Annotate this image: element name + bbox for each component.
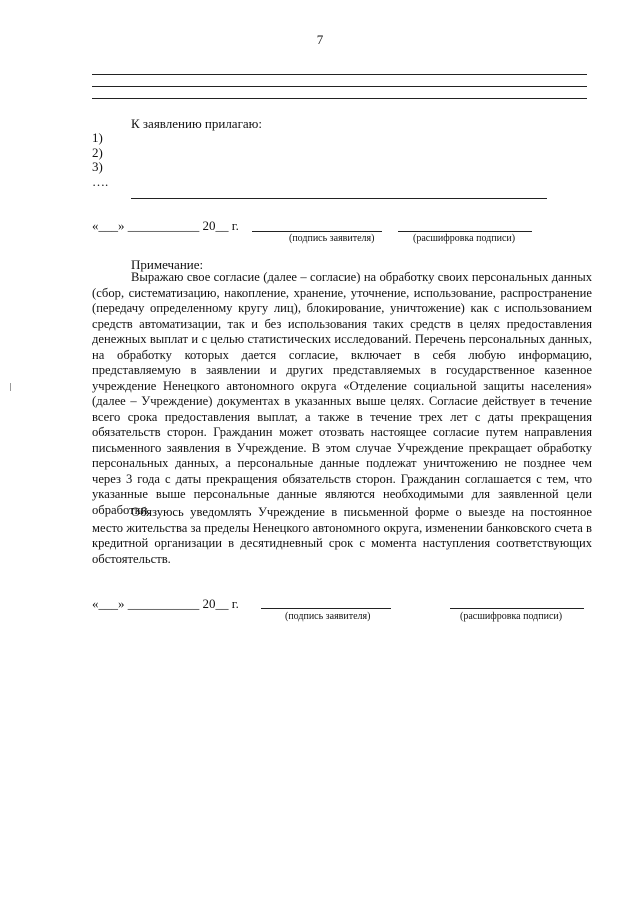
attachment-item-2: 2)	[92, 144, 103, 160]
date-year-field: 20__ г.	[202, 596, 239, 611]
date-day-field: «___»	[92, 218, 125, 233]
signature-line-bottom	[261, 608, 391, 609]
scan-margin-mark	[10, 383, 11, 391]
blank-line-3	[92, 98, 587, 99]
commitment-paragraph: Обязуюсь уведомлять Учреждение в письменной форме о выезде на постоянное место жительства за пределы Ненецкого автономного округа, изменении банковского счета в кредитной организации в десятидневный срок с момента наступления соответствующих обстоятельств.	[92, 505, 592, 566]
signature-caption-top: (подпись заявителя)	[289, 233, 375, 244]
decoding-line-bottom	[450, 608, 584, 609]
signature-date-bottom	[92, 596, 239, 612]
decoding-caption-bottom: (расшифровка подписи)	[460, 611, 563, 622]
date-month-field: ___________	[127, 218, 200, 233]
signature-line-top	[252, 231, 382, 232]
attachment-item-1: 1)	[92, 130, 103, 145]
note-heading: Примечание:	[131, 257, 204, 272]
attachments-blank-line	[131, 198, 547, 199]
attachment-item-4: ….	[92, 173, 109, 189]
consent-paragraph: Выражаю свое согласие (далее – согласие) на обработку своих персональных данных (сбор, систематизацию, накопление, хранение, уточнение, использование, распространение (передачу определенному кругу лиц), блокирование, уничтожение) как с использованием средств автоматизации, так и без использования таких средств в целях предоставления денежных выплат и с целью статистических исследований. Перечень персональных данных, на обработку которых дается согласие, включает в себя любую информацию, представляемую в заявлении и других представляемых в государственное казенное учреждение Ненецкого автономного округа «Отделение социальной защиты населения» (далее – Учреждение) документах в указанных выше целях. Согласие действует в течение всего срока предоставления выплат, а также в течение трех лет с даты прекращения обязательств сторон. Гражданин может отозвать настоящее согласие путем направления письменного заявления в Учреждение. В этом случае Учреждение прекращает обработку персональных данных, а персональные данные подлежат уничтожению не позднее чем через 3 года с даты прекращения обязательств сторон. Гражданин соглашается с тем, что указанные выше персональные данные являются необходимыми для заявленной цели обработки.	[92, 270, 592, 517]
blank-line-1	[92, 74, 587, 75]
date-day-field: «___»	[92, 596, 125, 611]
page-number: 7	[316, 32, 324, 47]
decoding-line-top	[398, 231, 532, 232]
attachments-title: К заявлению прилагаю:	[131, 116, 263, 131]
blank-line-2	[92, 86, 587, 87]
decoding-caption-top: (расшифровка подписи)	[413, 233, 516, 244]
attachments-list	[92, 131, 108, 189]
date-year-field: 20__ г.	[202, 218, 239, 233]
signature-caption-bottom: (подпись заявителя)	[285, 611, 371, 622]
signature-date-top	[92, 218, 239, 234]
attachment-item-3: 3)	[92, 159, 103, 174]
date-month-field: ___________	[127, 596, 200, 611]
